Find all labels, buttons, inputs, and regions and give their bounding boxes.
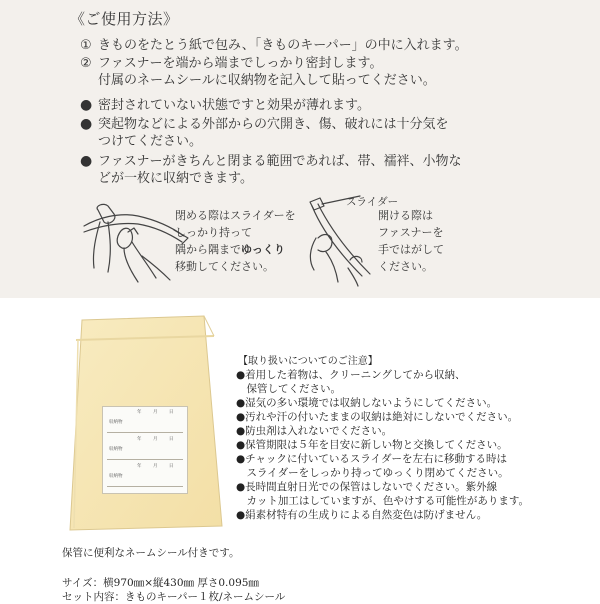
notice-item: 保管してください。 <box>236 383 341 395</box>
caption-line <box>175 241 296 258</box>
notice-item: ●長時間直射日光での保管はしないでください。紫外線 <box>236 481 498 493</box>
bullet-text: ファスナーがきちんと閉まる範囲であれば、帯、襦袢、小物な <box>98 154 462 169</box>
sticker-label: 月 <box>153 464 158 469</box>
sticker-label: 収納物 <box>109 474 123 479</box>
slider-label: スライダー <box>346 196 399 208</box>
opening-caption <box>378 207 444 275</box>
usage-heading: 《ご使用方法》 <box>70 10 179 28</box>
step-number: ① <box>80 38 92 53</box>
notice-item: ●絹素材特有の生成りによる自然変色は防げません。 <box>236 509 488 521</box>
usage-bullet <box>80 115 448 134</box>
step-text: きものをたとう紙で包み、「きものキーパー」の中に入れます。 <box>98 38 468 53</box>
sticker-note: 保管に便利なネームシール付きです。 <box>62 547 240 559</box>
step-2 <box>80 55 382 73</box>
notice-item: ●湿気の多い環境では収納しないようにしてください。 <box>236 397 498 409</box>
bullet-text: どが一枚に収納できます。 <box>98 171 253 186</box>
notice-item: カット加工はしていますが、色やけする可能性があります。 <box>236 495 530 507</box>
notice-item: ●保管期限は５年を目安に新しい物と交換してください。 <box>236 439 508 451</box>
step-text: ファスナーを端から端までしっかり密封します。 <box>98 56 383 71</box>
notice-item: ●チャックに付いているスライダーを左右に移動する時は <box>236 453 508 465</box>
caption-line: 閉める際はスライダーを <box>175 209 296 222</box>
caption-line: ください。 <box>378 260 433 273</box>
sticker-label: 日 <box>169 410 174 415</box>
notice-item: ●防虫剤は入れないでください。 <box>236 425 393 437</box>
caption-line: 移動してください。 <box>175 260 274 273</box>
sticker-label: 年 <box>137 410 142 415</box>
bullet-icon: ● <box>80 97 93 113</box>
bullet-text: 突起物などによる外部からの穴開き、傷、破れには十分気を <box>98 117 449 132</box>
usage-bullet <box>80 152 461 171</box>
caption-line: しっかり持って <box>175 226 252 239</box>
caption-emphasis: ゆっくり <box>241 243 285 256</box>
closing-caption <box>175 207 296 275</box>
step-number: ② <box>80 56 92 71</box>
notice-title: 【取り扱いについてのご注意】 <box>238 356 378 367</box>
caption-text: 隅から隅まで <box>175 243 241 256</box>
bullet-icon: ● <box>80 116 93 132</box>
caption-line: ファスナーを <box>378 226 444 239</box>
bullet-text: 密封されていない状態ですと効果が薄れます。 <box>98 98 370 113</box>
product-contents: セット内容：きものキーパー１枚/ネームシール <box>62 591 286 603</box>
step-2-continued <box>98 72 436 90</box>
usage-bullet-continued <box>98 170 253 188</box>
usage-bullet-continued <box>98 133 202 151</box>
sticker-label: 月 <box>153 437 158 442</box>
usage-bullet <box>80 96 370 115</box>
sticker-label: 年 <box>137 464 142 469</box>
name-sticker <box>102 406 188 494</box>
notice-item: ●着用した着物は、クリーニングしてから収納、 <box>236 369 466 381</box>
notice-item: スライダーをしっかり持ってゆっくり閉めてください。 <box>236 467 509 479</box>
bullet-icon: ● <box>80 153 93 169</box>
bullet-text: つけてください。 <box>98 134 203 149</box>
sticker-label: 日 <box>169 437 174 442</box>
sticker-label: 年 <box>137 437 142 442</box>
product-size: サイズ：横970㎜×縦430㎜ 厚さ0.095㎜ <box>62 577 259 589</box>
step-1 <box>80 37 468 55</box>
sticker-label: 日 <box>169 464 174 469</box>
caption-line: 開ける際は <box>378 209 433 222</box>
sticker-label: 月 <box>153 410 158 415</box>
notice-item: ●汚れや汗の付いたままの収納は絶対にしないでください。 <box>236 411 519 423</box>
sticker-label: 収納物 <box>109 420 123 425</box>
caption-line: 手ではがして <box>378 243 444 256</box>
step-text: 付属のネームシールに収納物を記入して貼ってください。 <box>98 73 436 88</box>
sticker-label: 収納物 <box>109 447 123 452</box>
